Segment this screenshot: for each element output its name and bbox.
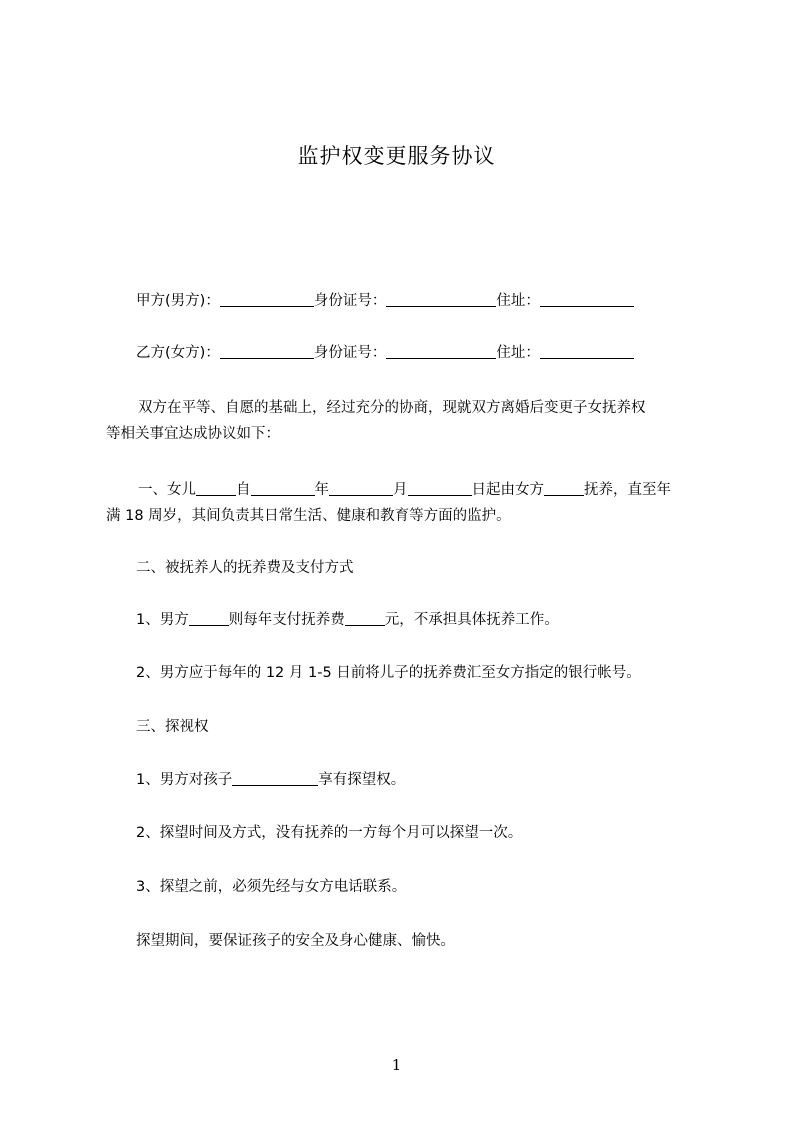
preamble-paragraph: [106, 395, 706, 447]
section-3-item-3: 3、探望之前，必须先经与女方电话联系。: [136, 879, 407, 895]
party-b-address-blank[interactable]: [540, 343, 634, 359]
section-2-item-1-seg-1: 1、男方: [136, 612, 189, 628]
clause-1-seg-year: 年: [314, 482, 329, 498]
mother-name-blank[interactable]: [544, 480, 584, 496]
party-b-name-blank[interactable]: [220, 343, 314, 359]
start-day-blank[interactable]: [408, 480, 472, 496]
section-3-heading: 三、探视权: [136, 719, 209, 735]
section-2-heading: 二、被抚养人的抚养费及支付方式: [136, 560, 354, 576]
clause-1-seg-daughter: 一、女儿: [138, 482, 196, 498]
clause-1-seg-month: 月: [393, 482, 408, 498]
clause-1-line-2: 满 18 周岁，其间负责其日常生活、健康和教育等方面的监护。: [106, 508, 511, 524]
party-b-address-label: 住址：: [496, 345, 540, 361]
section-2-item-1: [136, 607, 559, 633]
clause-1-seg-from: 自: [236, 482, 251, 498]
preamble-line-2: 等相关事宜达成协议如下：: [106, 426, 280, 442]
party-a-name-blank[interactable]: [220, 291, 314, 307]
clause-1-seg-day: 日起由女方: [471, 482, 544, 498]
page-number: 1: [391, 1056, 402, 1074]
section-2-item-1-seg-3: 元，不承担具体抚养工作。: [384, 612, 559, 628]
father-name-blank[interactable]: [189, 610, 229, 626]
preamble-line-1: 双方在平等、自愿的基础上，经过充分的协商，现就双方离婚后变更子女抚养权: [138, 400, 646, 416]
party-b-id-label: 身份证号：: [313, 345, 387, 361]
section-3-note: 探望期间，要保证孩子的安全及身心健康、愉快。: [136, 933, 455, 949]
support-amount-blank[interactable]: [345, 610, 385, 626]
party-b-label: 乙方(女方)：: [136, 345, 220, 361]
start-month-blank[interactable]: [329, 480, 393, 496]
section-3-item-1: [136, 767, 405, 793]
clause-1-line-1: [106, 477, 706, 503]
party-a-id-label: 身份证号：: [313, 293, 387, 309]
party-a-id-blank[interactable]: [386, 291, 496, 307]
party-a-label: 甲方(男方)：: [136, 293, 220, 309]
section-2-item-1-seg-2: 则每年支付抚养费: [228, 612, 345, 628]
party-b-id-blank[interactable]: [386, 343, 496, 359]
party-a-line: [136, 288, 634, 314]
section-3-item-2: 2、探望时间及方式，没有抚养的一方每个月可以探望一次。: [136, 825, 523, 841]
clause-1-seg-raise: 抚养，直至年: [584, 482, 671, 498]
section-2-item-2: 2、男方应于每年的 12 月 1-5 日前将儿子的抚养费汇至女方指定的银行帐号。: [136, 665, 641, 681]
party-a-address-blank[interactable]: [540, 291, 634, 307]
section-3-item-1-seg-1: 1、男方对孩子: [136, 772, 233, 788]
party-b-line: [136, 340, 634, 366]
section-3-item-1-seg-2: 享有探望权。: [318, 772, 406, 788]
party-a-address-label: 住址：: [496, 293, 540, 309]
child-name-blank[interactable]: [232, 770, 318, 786]
daughter-name-blank[interactable]: [196, 480, 236, 496]
clause-1-paragraph: [106, 477, 706, 529]
document-title: 监护权变更服务协议: [297, 144, 496, 168]
start-year-blank[interactable]: [251, 480, 315, 496]
